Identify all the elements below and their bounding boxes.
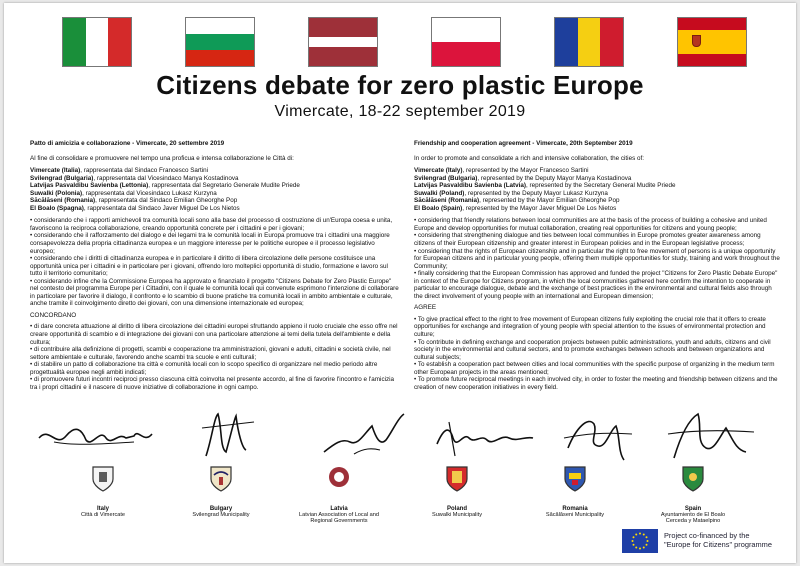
italian-text-column	[30, 140, 400, 391]
signatory-entity: Città di Vimercate	[80, 512, 126, 518]
signatory-romania	[516, 463, 634, 518]
consideration-paragraph: • considerando che i diritti di cittadinanza europea e in particolare il diritto di libera circolazione delle persone costituisce una opportunità unica per i cittadini e in particolare per i giovani, offrendo loro molteplici opportunità di studio, formazione e lavoro sul tutto il territorio comunitario;	[30, 255, 388, 278]
consideration-paragraph: • considering that friendly relations between local communities are at the basis of the process of building a cohesive and united Europe and develop opportunities for mutual collaboration, creating real opportunities for citizens and young people;	[414, 217, 767, 232]
agreement-paragraph: • di dare concreta attuazione al diritto di libera circolazione dei cittadini europei sfruttando appieno il ruolo cruciale che esso offre nel creare opportunità di scambio e di integrazione dei giovani con una particolare attenzione ai temi della tutela dell'ambiente e della cultura;	[30, 323, 398, 346]
english-intro: In order to promote and consolidate a rich and intensive collaboration, the cities of:	[414, 154, 644, 162]
signatory-country: Spain	[684, 506, 702, 512]
signatory-country: Latvia	[330, 506, 348, 512]
italy-flag-icon	[62, 17, 132, 67]
party-line: El Boalo (Spain), represented by the Mayor Javer Miguel De Los Nietos	[414, 204, 617, 212]
document-title: Citizens debate for zero plastic Europe	[156, 70, 644, 100]
signature-spain	[654, 408, 764, 466]
agreement-paragraph: • di promuovere futuri incontri reciproci presso ciascuna città coinvolta nel presente accordo, al fine di favorire l'incontro e l'amicizia tra i propri cittadini e il nascere di nuove iniziative di collaborazione in ogni campo.	[30, 376, 395, 391]
consideration-paragraph: • considerando infine che la Commissione Europea ha approvato e finanziato il progetto "Citizens Debate for Zero Plastic Europe" nel contesto del programma Europe per i Cittadini, con il quale le comunità locali qui convenute esprimono l'intenzione di collaborare in particolare per favorire il dialogo, il confronto e lo scambio di buone pratiche tra comunità locali in ambito ambientale e culturale, anche tramite il coinvolgimento diretto dei giovani, con una dimensione internazionale ed europea;	[30, 277, 399, 308]
vimercate-coat-of-arms-icon	[90, 463, 116, 493]
signatory-country: Bulgary	[209, 506, 233, 512]
party-line: Vimercate (Italia), rappresentata dal Sindaco Francesco Sartini	[30, 167, 209, 175]
signature-latvia	[314, 408, 414, 463]
english-section-heading: AGREE	[414, 304, 437, 312]
italian-heading: Patto di amicizia e collaborazione - Vimercate, 20 settembre 2019	[30, 140, 225, 147]
party-line: Svilengrad (Bulgaria), rappresentata dal Vicesindaco Manya Kostadinova	[30, 174, 239, 182]
latvia-flag-icon	[308, 17, 378, 67]
eu-flag-icon	[622, 529, 658, 553]
party-line: Latvijas Pasvaldibu Savienba (Latvia), represented by the Secretary General Mudite Priede	[414, 182, 676, 190]
agreement-paragraph: • To give practical effect to the right to free movement of European citizens fully exploiting the crucial role that it offers to create opportunities for exchange and integration of young people with special attention to the issues of environmental protection and culture;	[414, 315, 766, 339]
agreement-paragraph: • To contribute in defining exchange and cooperation projects between public administrations, youth and adults, citizens and civil society in the environmental and cultural sectors, and to promote exchanges between schools and between organizations and cultural subjects;	[414, 338, 771, 361]
signature-poland	[429, 408, 539, 463]
signatory-italy	[44, 463, 162, 518]
bulgaria-flag-icon	[185, 17, 255, 67]
signatory-entity: Ayuntamiento de El Boalo	[660, 512, 726, 518]
signatory-entity: Latvian Association of Local and	[299, 512, 379, 518]
sacalaseni-coat-of-arms-icon	[562, 463, 588, 493]
english-text-column	[414, 140, 782, 391]
signature-romania	[554, 408, 644, 466]
poland-flag-icon	[431, 17, 501, 67]
signatory-country: Italy	[96, 506, 109, 512]
flags-row	[62, 17, 752, 69]
signatory-country: Poland	[446, 506, 467, 512]
romania-flag-icon	[554, 17, 624, 67]
party-line: Svilengrad (Bulgaria), represented by the Deputy Mayor Manya Kostadinova	[414, 174, 632, 182]
el-boalo-coat-of-arms-icon	[680, 463, 706, 493]
agreement-paragraph: • To promote future reciprocal meetings in each involved city, in order to foster the meeting and friendship between citizens and the creation of new cooperation initiatives in every field.	[414, 376, 778, 391]
party-line: Săcălăseni (Romania), represented by the Mayor Emilian Gheorghe Pop	[414, 197, 620, 205]
consideration-paragraph: • finally considering that the European Commission has approved and funded the project "Citizens for Zero Plastic Debate Europe" in context of the Europe for Citizens program, in which the local communities gathered here confirm the intention to cooperate in particular to encourage dialogue, debate and the exchange of best practices in the environmental and cultural fields also through the direct involvement of young people with an international and European dimension;	[414, 270, 778, 300]
signatory-country: Romania	[562, 506, 588, 512]
agreement-paragraph: • To establish a cooperation pact between cities and local communities with the specific purpose of organizing in the medium term other European projects in the areas mentioned;	[414, 361, 775, 376]
agreement-paragraph: • di stabilire un patto di collaborazione tra città e comunità locali con lo scopo specifico di organizzare nel medio periodo altre progettualità europee negli ambiti indicati;	[30, 361, 378, 376]
svilengrad-coat-of-arms-icon	[208, 463, 234, 493]
english-parties-list	[414, 167, 782, 212]
signature-bulgaria	[184, 408, 274, 463]
signatory-entity: Cerceda y Mataelpino	[665, 518, 721, 525]
signatory-latvia	[280, 463, 398, 525]
eu-cofinancing-notice	[622, 525, 792, 559]
party-line: Suwalki (Poland), represented by the Deputy Mayor Lukasz Kurzyna	[414, 189, 608, 197]
signatory-entity: Suwalki Municipality	[431, 512, 483, 518]
party-line: Suwalki (Polonia), rappresentata dal Vicesindaco Lukasz Kurzyna	[30, 189, 217, 197]
signatory-bulgaria	[162, 463, 280, 518]
italian-parties-list	[30, 167, 400, 212]
signatory-spain	[634, 463, 752, 525]
document-subtitle: Vimercate, 18-22 september 2019	[274, 103, 526, 120]
consideration-paragraph: • considering that the rights of European citizenship and in particular the right to free movement of persons is a unique opportunity for European citizens and in particular young people, offering them multiple opportunities for study, training and work throughout the Community;	[414, 247, 780, 270]
italian-intro: Al fine di consolidare e promuovere nel tempo una proficua e intensa collaborazione le Città di:	[30, 154, 294, 162]
party-line: El Boalo (Spagna), rappresentata dal Sindaco Javer Miguel De Los Nietos	[30, 204, 240, 212]
eu-cofinancing-text	[664, 531, 772, 549]
consideration-paragraph: • considerando che il rafforzamento del dialogo e dei legami tra le comunità locali in Europa promuove tra i cittadini una maggiore consapevolezza della propria cittadinanza europea e un maggiore interesse per le politiche europee e il processo legislativo europeo;	[30, 232, 390, 255]
latvia-association-logo-icon	[326, 463, 352, 493]
eu-text-line2: "Europe for Citizens" programme	[664, 540, 772, 549]
signature-italy	[34, 408, 164, 458]
agreement-paragraph: • di contribuire alla definizione di progetti, scambi e cooperazione tra amministrazioni, giovani e adulti, cittadini e società civile, nel settore ambientale e culturale, favorendo anche scambi tra scuole e enti culturali;	[30, 346, 391, 361]
english-heading: Friendship and cooperation agreement - Vimercate, 20th September 2019	[414, 140, 633, 147]
signatory-entity: Săcălăseni Municipality	[545, 512, 605, 518]
party-line: Vimercate (Italy), represented by the Mayor Francesco Sartini	[414, 167, 589, 175]
italian-section-heading: CONCORDANO	[30, 311, 77, 319]
consideration-paragraph: • considerando che i rapporti amichevoli tra comunità locali sono alla base del processo di costruzione di un'Europa coesa e unita, favoriscono la reciproca collaborazione, creando opportunità concrete per i cittadini e per i giovani;	[30, 217, 393, 232]
signatory-entity: Regional Governments	[310, 518, 368, 525]
signatory-poland	[398, 463, 516, 518]
party-line: Săcălăseni (Romania), rappresentata dal Sindaco Emilian Gheorghe Pop	[30, 197, 238, 205]
eu-text-line1: Project co-financed by the	[664, 531, 750, 540]
spain-flag-icon	[677, 17, 747, 67]
party-line: Latvijas Pasvaldibu Savienba (Lettonia), rappresentata dal Segretario Generale Mudite Priede	[30, 182, 300, 190]
signatures-row	[34, 408, 764, 466]
suwalki-coat-of-arms-icon	[444, 463, 470, 493]
consideration-paragraph: • considering that strengthening dialogue and ties between local communities in Europe promotes greater awareness among citizens of their European citizenship and greater interest in European policies and in the European legislative process;	[414, 232, 761, 248]
document-page	[4, 3, 796, 563]
signatory-entity: Svilengrad Municipality	[192, 512, 250, 518]
